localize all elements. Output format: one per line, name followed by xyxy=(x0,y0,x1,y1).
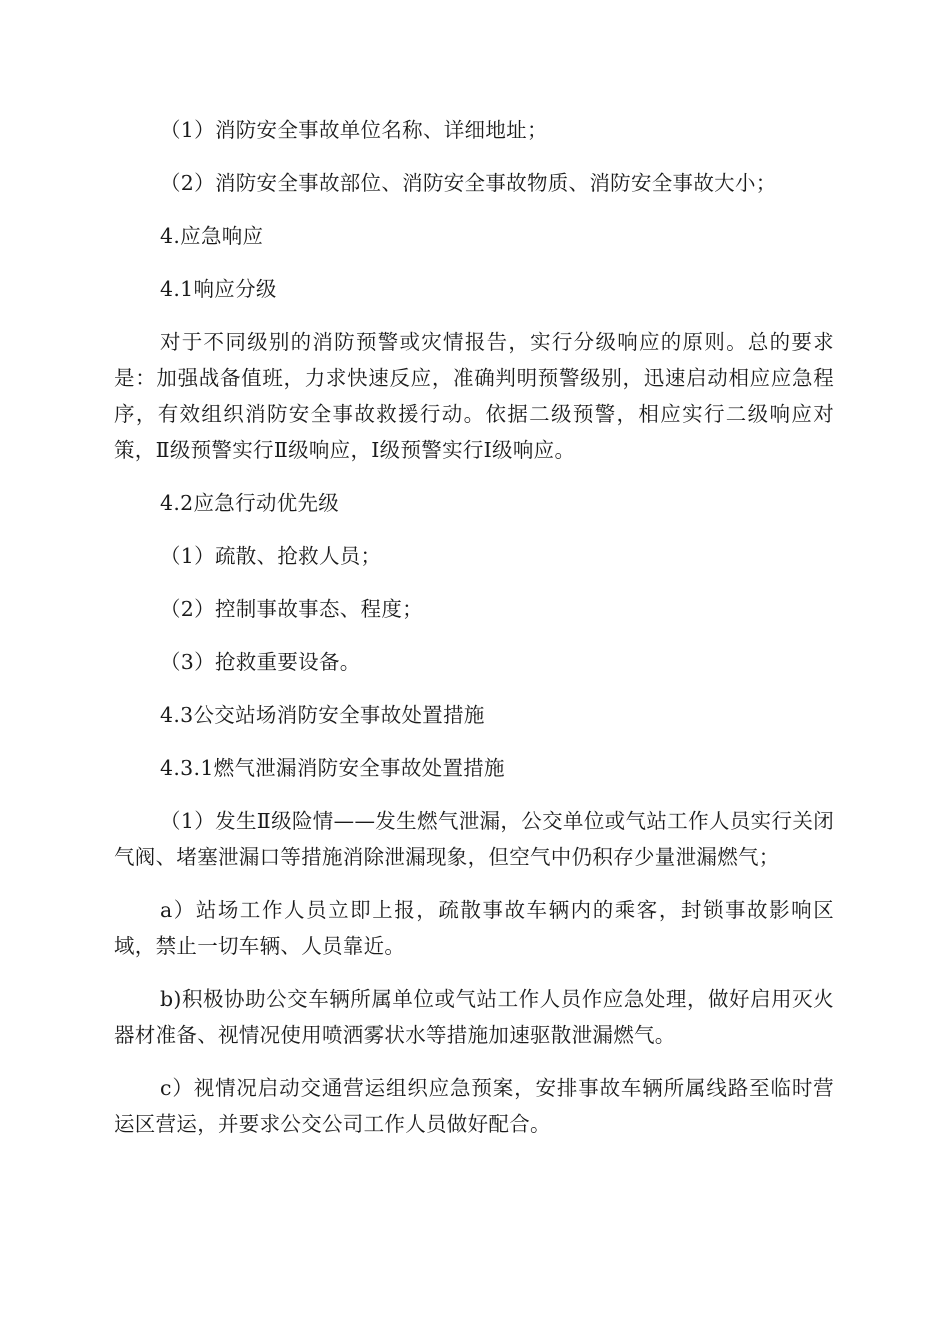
subsection-heading-gas-leak: 4.3.1燃气泄漏消防安全事故处置措施 xyxy=(160,756,505,780)
list-item-traffic-plan: c）视情况启动交通营运组织应急预案，安排事故车辆所属线路至临时营运区营运，并要求公交公司工作人员做好配合。 xyxy=(114,1076,834,1136)
list-item-evacuate: （1）疏散、抢救人员； xyxy=(160,544,382,568)
list-item-rescue-equipment: （3）抢救重要设备。 xyxy=(160,650,361,674)
subsection-heading-station-measures: 4.3公交站场消防安全事故处置措施 xyxy=(160,703,485,727)
section-heading-emergency-response: 4.应急响应 xyxy=(160,224,264,248)
paragraph-response-levels: 对于不同级别的消防预警或灾情报告，实行分级响应的原则。总的要求是：加强战备值班，力求快速反应，准确判明预警级别，迅速启动相应应急程序，有效组织消防安全事故救援行动。依据二级预警，相应实行二级响应对策，Ⅱ级预警实行Ⅱ级响应，Ⅰ级预警实行Ⅰ级响应。 xyxy=(114,330,834,462)
list-item-assist-handling: b)积极协助公交车辆所属单位或气站工作人员作应急处理，做好启用灭火器材准备、视情况使用喷洒雾状水等措施加速驱散泄漏燃气。 xyxy=(114,987,834,1047)
list-item-report-unit: （1）消防安全事故单位名称、详细地址； xyxy=(160,118,548,142)
list-item-control: （2）控制事故事态、程度； xyxy=(160,597,423,621)
list-item-report-location: （2）消防安全事故部位、消防安全事故物质、消防安全事故大小； xyxy=(160,171,777,195)
paragraph-level-two-hazard: （1）发生Ⅱ级险情——发生燃气泄漏，公交单位或气站工作人员实行关闭气阀、堵塞泄漏口等措施消除泄漏现象，但空气中仍积存少量泄漏燃气； xyxy=(114,809,834,869)
document-body xyxy=(114,112,834,1142)
list-item-report-evacuate: a）站场工作人员立即上报，疏散事故车辆内的乘客，封锁事故影响区域，禁止一切车辆、人员靠近。 xyxy=(114,898,834,958)
subsection-heading-action-priority: 4.2应急行动优先级 xyxy=(160,491,340,515)
subsection-heading-response-levels: 4.1响应分级 xyxy=(160,277,277,301)
